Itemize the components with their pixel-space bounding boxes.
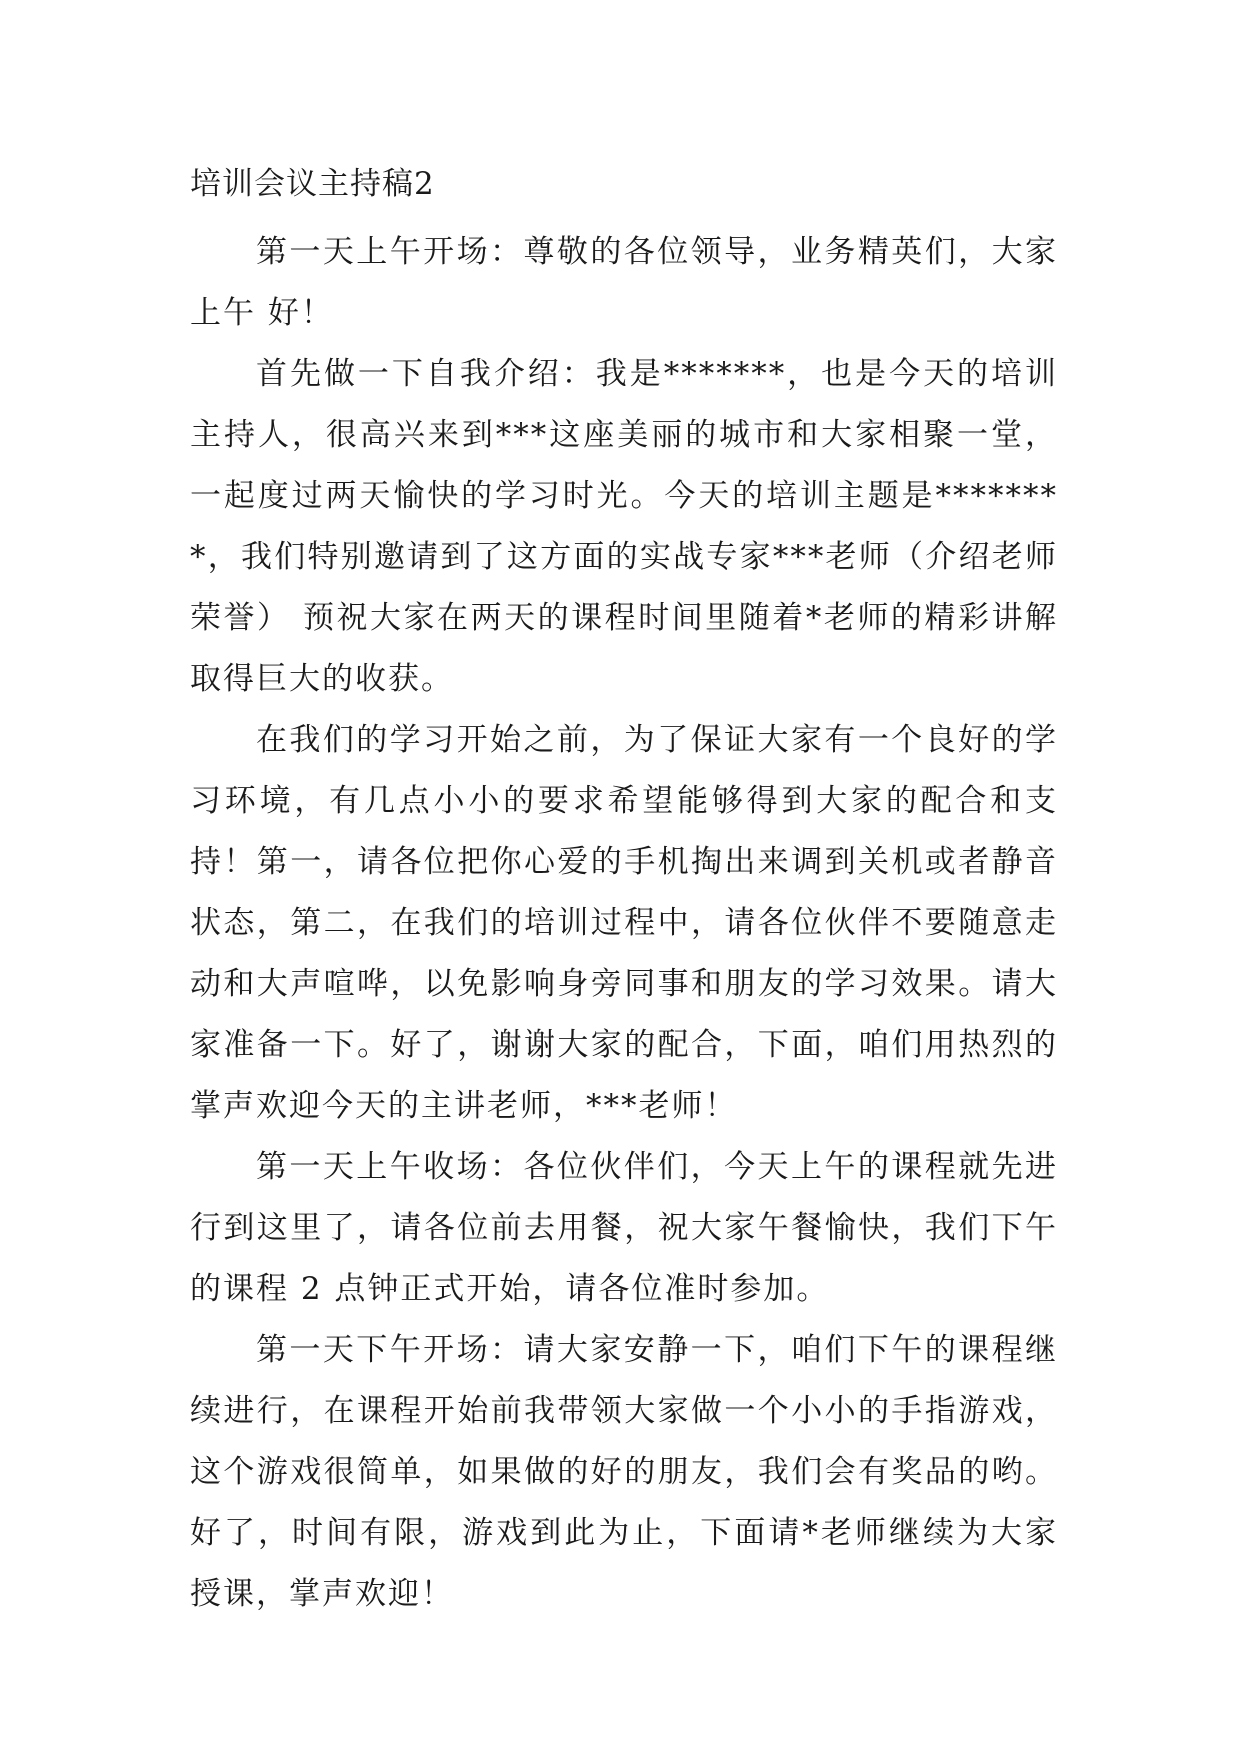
paragraph-afternoon-opening: 第一天下午开场：请大家安静一下，咱们下午的课程继续进行，在课程开始前我带领大家做一个小小的手指游戏，这个游戏很简单，如果做的好的朋友，我们会有奖品的哟。好了，时间有限，游戏到此为止，下面请*老师继续为大家授课，掌声欢迎！ (190, 1332, 1058, 1612)
paragraph-morning-opening: 第一天上午开场：尊敬的各位领导，业务精英们，大家上午 好！ (190, 234, 1058, 331)
paragraph-requirements: 在我们的学习开始之前，为了保证大家有一个良好的学习环境，有几点小小的要求希望能够得到大家的配合和支持！第一，请各位把你心爱的手机掏出来调到关机或者静音状态，第二，在我们的培训过程中，请各位伙伴不要随意走动和大声喧哗，以免影响身旁同事和朋友的学习效果。请大家准备一下。好了，谢谢大家的配合，下面，咱们用热烈的掌声欢迎今天的主讲老师，***老师！ (190, 722, 1058, 1124)
document-body (190, 222, 1058, 1625)
document-title: 培训会议主持稿2 (190, 166, 435, 202)
paragraph-self-introduction: 首先做一下自我介绍：我是*******，也是今天的培训主持人，很高兴来到***这座美丽的城市和大家相聚一堂，一起度过两天愉快的学习时光。今天的培训主题是********，我们特别邀请到了这方面的实战专家***老师（介绍老师荣誉） 预祝大家在两天的课程时间里随着*老师的精彩讲解取得巨大的收获。 (190, 356, 1058, 697)
paragraph-morning-closing: 第一天上午收场：各位伙伴们，今天上午的课程就先进行到这里了，请各位前去用餐，祝大家午餐愉快，我们下午的课程 2 点钟正式开始，请各位准时参加。 (190, 1149, 1058, 1307)
